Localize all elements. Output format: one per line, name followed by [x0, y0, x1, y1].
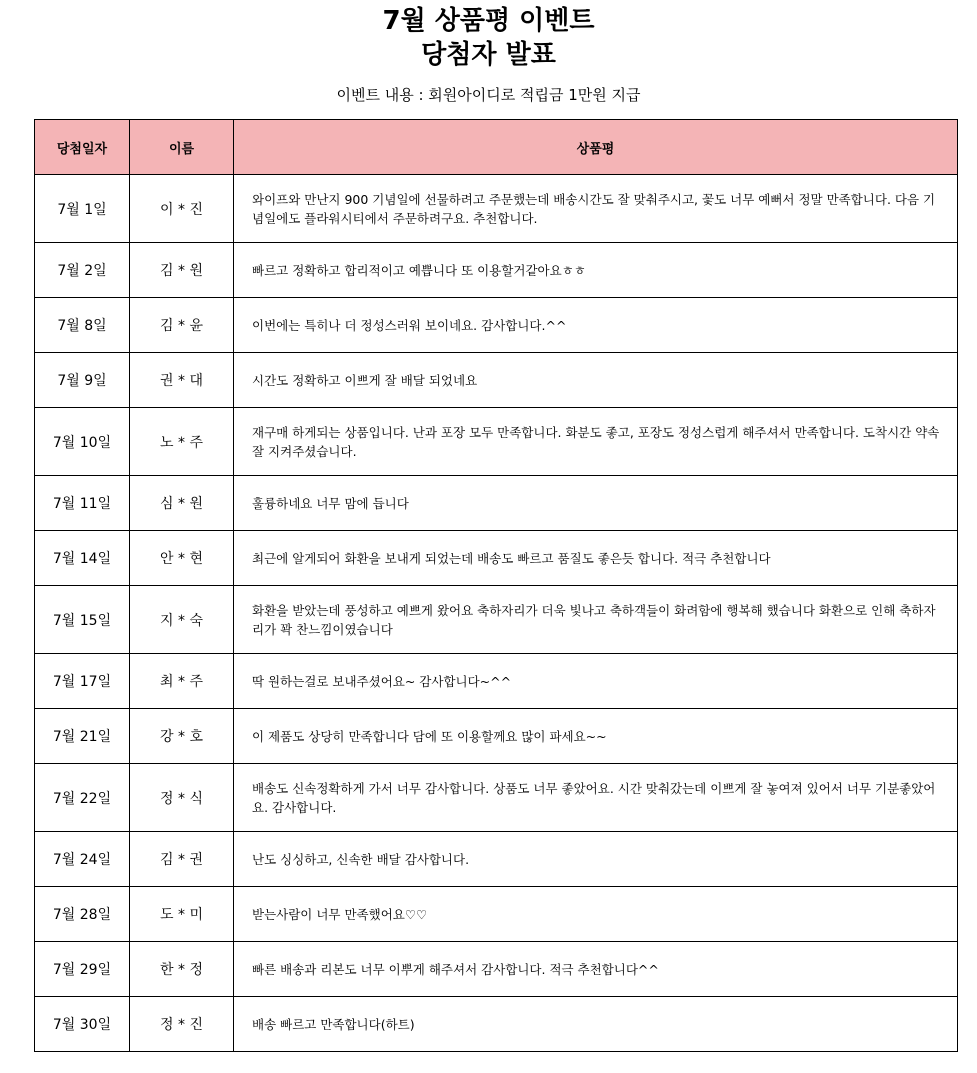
table-row [35, 654, 958, 709]
page-subtitle-heading: 당첨자 발표 [421, 40, 556, 70]
table-row [35, 175, 958, 243]
date-cell: 7월 10일 [35, 408, 130, 476]
table-row [35, 531, 958, 586]
date-cell: 7월 30일 [35, 997, 130, 1052]
name-cell: 심 * 원 [130, 476, 234, 531]
date-cell: 7월 22일 [35, 764, 130, 832]
review-cell: 빠른 배송과 리본도 너무 이뿌게 해주셔서 감사합니다. 적극 추천합니다^^ [234, 942, 958, 997]
table-row [35, 942, 958, 997]
table-row [35, 408, 958, 476]
date-cell: 7월 28일 [35, 887, 130, 942]
name-cell: 김 * 원 [130, 243, 234, 298]
review-cell: 와이프와 만난지 900 기념일에 선물하려고 주문했는데 배송시간도 잘 맞춰주시고, 꽃도 너무 예뻐서 정말 만족합니다. 다음 기념일에도 플라워시티에서 주문하려구요. 추천합니다. [234, 175, 958, 243]
review-cell: 최근에 알게되어 화환을 보내게 되었는데 배송도 빠르고 품질도 좋은듯 합니다. 적극 추천합니다 [234, 531, 958, 586]
review-cell: 이번에는 특히나 더 정성스러워 보이네요. 감사합니다.^^ [234, 298, 958, 353]
date-cell: 7월 2일 [35, 243, 130, 298]
table-row [35, 298, 958, 353]
header-name: 이름 [130, 120, 234, 175]
review-cell: 난도 싱싱하고, 신속한 배달 감사합니다. [234, 832, 958, 887]
review-cell: 딱 원하는걸로 보내주셨어요~ 감사합니다~^^ [234, 654, 958, 709]
table-row [35, 586, 958, 654]
name-cell: 강 * 호 [130, 709, 234, 764]
table-row [35, 243, 958, 298]
name-cell: 한 * 정 [130, 942, 234, 997]
date-cell: 7월 1일 [35, 175, 130, 243]
review-cell: 재구매 하게되는 상품입니다. 난과 포장 모두 만족합니다. 화분도 좋고, 포장도 정성스럽게 해주셔서 만족합니다. 도착시간 약속 잘 지켜주셨습니다. [234, 408, 958, 476]
date-cell: 7월 9일 [35, 353, 130, 408]
name-cell: 김 * 권 [130, 832, 234, 887]
page-title: 7월 상품평 이벤트 [382, 6, 595, 36]
review-cell: 배송 빠르고 만족합니다(하트) [234, 997, 958, 1052]
date-cell: 7월 21일 [35, 709, 130, 764]
date-cell: 7월 8일 [35, 298, 130, 353]
header-review: 상품평 [234, 120, 958, 175]
name-cell: 안 * 현 [130, 531, 234, 586]
table-row [35, 832, 958, 887]
name-cell: 정 * 식 [130, 764, 234, 832]
date-cell: 7월 17일 [35, 654, 130, 709]
review-cell: 이 제품도 상당히 만족합니다 담에 또 이용할께요 많이 파세요~~ [234, 709, 958, 764]
name-cell: 정 * 진 [130, 997, 234, 1052]
name-cell: 권 * 대 [130, 353, 234, 408]
review-cell: 빠르고 정확하고 합리적이고 예쁩니다 또 이용할거같아요ㅎㅎ [234, 243, 958, 298]
date-cell: 7월 15일 [35, 586, 130, 654]
winners-table [34, 119, 958, 1052]
review-cell: 화환을 받았는데 풍성하고 예쁘게 왔어요 축하자리가 더욱 빛나고 축하객들이 화려함에 행복해 했습니다 화환으로 인해 축하자리가 꽉 찬느낌이였습니다 [234, 586, 958, 654]
table-header-row [35, 120, 958, 175]
date-cell: 7월 29일 [35, 942, 130, 997]
table-row [35, 764, 958, 832]
table-row [35, 709, 958, 764]
review-cell: 시간도 정확하고 이쁘게 잘 배달 되었네요 [234, 353, 958, 408]
name-cell: 지 * 숙 [130, 586, 234, 654]
table-row [35, 997, 958, 1052]
date-cell: 7월 11일 [35, 476, 130, 531]
review-cell: 배송도 신속정확하게 가서 너무 감사합니다. 상품도 너무 좋았어요. 시간 맞춰갔는데 이쁘게 잘 놓여져 있어서 너무 기분좋았어요. 감사합니다. [234, 764, 958, 832]
table-row [35, 887, 958, 942]
name-cell: 도 * 미 [130, 887, 234, 942]
name-cell: 최 * 주 [130, 654, 234, 709]
header-date: 당첨일자 [35, 120, 130, 175]
table-row [35, 476, 958, 531]
table-row [35, 353, 958, 408]
date-cell: 7월 14일 [35, 531, 130, 586]
review-cell: 훌륭하네요 너무 맘에 듭니다 [234, 476, 958, 531]
name-cell: 이 * 진 [130, 175, 234, 243]
name-cell: 노 * 주 [130, 408, 234, 476]
date-cell: 7월 24일 [35, 832, 130, 887]
review-cell: 받는사람이 너무 만족했어요♡♡ [234, 887, 958, 942]
name-cell: 김 * 윤 [130, 298, 234, 353]
event-description: 이벤트 내용 : 회원아이디로 적립금 1만원 지급 [336, 86, 641, 104]
